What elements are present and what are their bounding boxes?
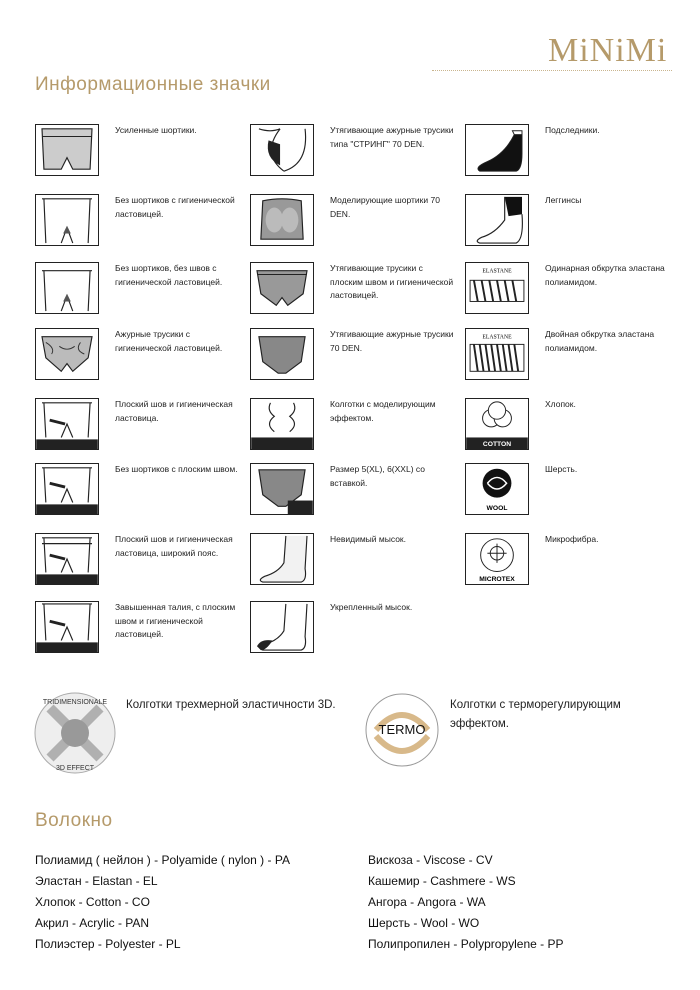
shaping-lace-briefs-icon [250,328,314,380]
fiber-item: Хлопок - Cotton - CO [35,895,150,909]
microfiber-icon [465,533,529,585]
icon-description: Завышенная талия, с плоским швом и гигиенической ластовицей. [115,602,236,639]
fiber-item: Полиэстер - Polyester - PL [35,937,181,951]
page-title: Информационные значки [35,74,271,95]
icon-item [35,194,250,256]
icon-description: Моделирующие шортики 70 DEN. [330,195,440,219]
icon-item [250,124,465,186]
icon-item [35,601,250,663]
icon-description: Двойная обкрутка эластана полиамидом. [545,329,655,353]
fiber-item: Шерсть - Wool - WO [368,916,480,930]
icon-item [465,124,680,186]
icon-description: Ажурные трусики с гигиенической ластовицей. [115,329,223,353]
string-briefs-icon [250,124,314,176]
briefs-reinforced-icon [35,124,99,176]
icon-item [465,533,680,595]
header-divider [432,70,672,71]
icon-item [250,601,465,663]
double-wrap-elastane-icon [465,328,529,380]
elastane-label: ELASTANE [482,334,512,341]
icon-description: Без шортиков, без швов с гигиенической ластовицей. [115,263,223,287]
no-briefs-no-seams-icon [35,262,99,314]
fiber-list-left [35,850,355,955]
fiber-title: Волокно [35,810,113,831]
icon-item [465,463,680,525]
icon-item [250,262,465,324]
fiber-item: Ангора - Angora - WA [368,895,486,909]
icon-description: Хлопок. [545,399,576,409]
fiber-item: Полиамид ( нейлон ) - Polyamide ( nylon ) - PA [35,853,290,867]
icon-description: Подследники. [545,125,600,135]
fiber-item: Кашемир - Cashmere - WS [368,874,516,888]
fiber-item: Эластан - Elastan - EL [35,874,158,888]
reinforced-toe-icon [250,601,314,653]
icon-item [465,398,680,460]
icon-item [250,533,465,595]
no-briefs-gusset-icon [35,194,99,246]
icon-item [465,194,680,256]
brand-logo: MiNiMi [548,32,668,69]
icon-description: Шерсть. [545,464,578,474]
footsie-icon [465,124,529,176]
microtex-label: MICROTEX [479,576,515,584]
icon-item [250,398,465,460]
icon-description: Микрофибра. [545,534,599,544]
icon-item [35,398,250,460]
size-xl-xxl-icon [250,463,314,515]
fiber-item: Акрил - Acrylic - PAN [35,916,150,930]
icon-item [35,463,250,525]
icon-item [35,262,250,324]
flat-seam-wide-belt-icon [35,533,99,585]
modeling-shorts-icon [250,194,314,246]
icon-description: Утягивающие ажурные трусики 70 DEN. [330,329,454,353]
tridimensional-logo [30,688,120,778]
tridimensional-logo-top-text: TRIDIMENSIONALE [42,699,108,706]
icon-description: Без шортиков с плоским швом. [115,464,238,474]
wool-label: WOOL [486,505,508,513]
fiber-list-right [368,850,688,955]
icon-description: Размер 5(XL), 6(XXL) со вставкой. [330,464,425,488]
termo-description: Колготки с терморегулирующим эффектом. [450,699,621,730]
no-briefs-flat-seam-icon [35,463,99,515]
icon-description: Колготки с моделирующим эффектом. [330,399,436,423]
icon-description: Плоский шов и гигиеническая ластовица. [115,399,233,423]
lace-briefs-icon [35,328,99,380]
wool-icon [465,463,529,515]
fiber-item: Полипропилен - Polypropylene - PP [368,937,564,951]
elastane-label: ELASTANE [482,268,512,275]
icon-description: Леггинсы [545,195,582,205]
icon-item [250,194,465,256]
termo-logo [362,690,442,770]
fiber-item: Вискоза - Viscose - CV [368,853,493,867]
icon-description: Укрепленный мысок. [330,602,413,612]
icon-description: Утягивающие трусики с плоским швом и гигиенической ластовицей. [330,263,454,300]
icon-item [35,328,250,390]
invisible-toe-icon [250,533,314,585]
icon-description: Утягивающие ажурные трусики типа "СТРИНГ" 70 DEN. [330,125,454,149]
icon-item [465,328,680,390]
icon-item [35,533,250,595]
icon-description: Без шортиков с гигиенической ластовицей. [115,195,235,219]
icon-description: Одинарная обкрутка эластана полиамидом. [545,263,665,287]
tridimensional-logo-bottom-text: 3D EFFECT [55,765,95,772]
icon-item [250,463,465,525]
high-waist-flat-seam-icon [35,601,99,653]
termo-logo-text: TERMO [378,722,426,737]
tridimensional-description: Колготки трехмерной эластичности 3D. [126,699,336,711]
cotton-label: COTTON [482,441,512,449]
icon-item [250,328,465,390]
icon-description: Невидимый мысок. [330,534,407,544]
modeling-effect-icon [250,398,314,450]
single-wrap-elastane-icon [465,262,529,314]
cotton-icon [465,398,529,450]
icon-item [35,124,250,186]
icon-description: Плоский шов и гигиеническая ластовица, широкий пояс. [115,534,233,558]
icon-item [465,262,680,324]
icon-description: Усиленные шортики. [115,125,197,135]
shaping-briefs-flat-seam-icon [250,262,314,314]
flat-seam-icon [35,398,99,450]
leggings-icon [465,194,529,246]
